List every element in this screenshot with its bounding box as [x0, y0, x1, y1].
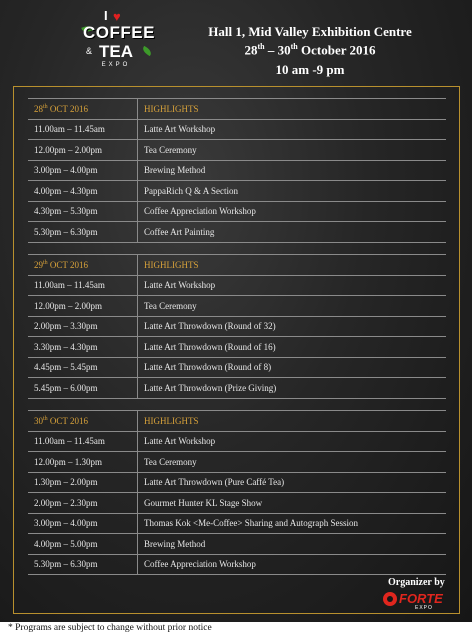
logo-coffee: COFFEE [83, 23, 155, 42]
row-time: 4.00pm – 4.30pm [28, 181, 138, 202]
day-date: 30th OCT 2016 [28, 411, 138, 432]
forte-expo-logo [383, 590, 443, 612]
highlights-label: HIGHLIGHTS [138, 255, 447, 276]
row-time: 4.45pm – 5.45pm [28, 357, 138, 378]
row-time: 5.30pm – 6.30pm [28, 554, 138, 575]
date-line [165, 42, 455, 58]
row-time: 4.00pm – 5.00pm [28, 534, 138, 555]
date-end-sup: th [290, 42, 298, 51]
logo-amp: & [86, 46, 93, 56]
schedule-row [28, 378, 446, 399]
forte-sub: EXPO [415, 605, 433, 611]
date-sep: – [264, 42, 278, 58]
date-end: 30 [277, 42, 291, 58]
schedule-row [28, 493, 446, 514]
row-event: Gourmet Hunter KL Stage Show [138, 493, 447, 514]
row-event: Tea Ceremony [138, 296, 447, 317]
row-event: Tea Ceremony [138, 140, 447, 161]
schedule-row [28, 452, 446, 473]
row-time: 2.00pm – 2.30pm [28, 493, 138, 514]
schedule-row [28, 201, 446, 222]
schedule-row [28, 296, 446, 317]
highlights-label: HIGHLIGHTS [138, 411, 447, 432]
date-start: 28 [244, 42, 258, 58]
row-time: 1.30pm – 2.00pm [28, 472, 138, 493]
heart-icon: ♥ [113, 9, 121, 24]
day-header-row [28, 255, 446, 276]
schedule-row [28, 554, 446, 575]
schedule-row [28, 275, 446, 296]
row-time: 3.00pm – 4.00pm [28, 513, 138, 534]
coffee-tea-expo-logo [80, 8, 155, 82]
schedule-row [28, 160, 446, 181]
schedule-row [28, 513, 446, 534]
row-time: 12.00pm – 2.00pm [28, 296, 138, 317]
row-event: Coffee Appreciation Workshop [138, 554, 447, 575]
logo-i: I [104, 8, 108, 23]
highlights-label: HIGHLIGHTS [138, 99, 447, 120]
schedule-day-3 [28, 410, 446, 575]
date-tail: October 2016 [297, 42, 376, 58]
day-header-row [28, 411, 446, 432]
logo-tea: TEA [99, 42, 133, 61]
row-event: Coffee Appreciation Workshop [138, 201, 447, 222]
row-time: 5.30pm – 6.30pm [28, 222, 138, 243]
schedule-day-2 [28, 254, 446, 399]
row-time: 12.00pm – 1.30pm [28, 452, 138, 473]
row-event: PappaRich Q & A Section [138, 181, 447, 202]
day-header-row [28, 99, 446, 120]
schedule-row [28, 472, 446, 493]
schedule-row [28, 181, 446, 202]
row-time: 3.00pm – 4.00pm [28, 160, 138, 181]
row-time: 11.00am – 11.45am [28, 119, 138, 140]
row-event: Latte Art Workshop [138, 275, 447, 296]
schedule-day-1 [28, 98, 446, 243]
organizer-label: Organizer by [388, 577, 445, 588]
row-time: 11.00am – 11.45am [28, 275, 138, 296]
row-time: 4.30pm – 5.30pm [28, 201, 138, 222]
schedule-row [28, 119, 446, 140]
logo-expo: EXPO [101, 62, 131, 68]
venue-line: Hall 1, Mid Valley Exhibition Centre [208, 24, 412, 39]
schedule-row [28, 357, 446, 378]
schedule-row [28, 534, 446, 555]
row-event: Latte Art Throwdown (Pure Caffé Tea) [138, 472, 447, 493]
row-event: Brewing Method [138, 160, 447, 181]
forte-brand: FORTE [399, 591, 443, 606]
schedule-row [28, 222, 446, 243]
gear-hole [387, 596, 393, 602]
schedule-row [28, 337, 446, 358]
hours-line: 10 am -9 pm [275, 62, 345, 77]
schedule-row [28, 316, 446, 337]
row-event: Latte Art Workshop [138, 431, 447, 452]
row-time: 5.45pm – 6.00pm [28, 378, 138, 399]
row-time: 11.00am – 11.45am [28, 431, 138, 452]
row-time: 3.30pm – 4.30pm [28, 337, 138, 358]
row-time: 2.00pm – 3.30pm [28, 316, 138, 337]
day-date: 28th OCT 2016 [28, 99, 138, 120]
day-date: 29th OCT 2016 [28, 255, 138, 276]
schedule-row [28, 431, 446, 452]
row-event: Latte Art Throwdown (Round of 32) [138, 316, 447, 337]
row-event: Latte Art Throwdown (Round of 16) [138, 337, 447, 358]
row-event: Latte Art Workshop [138, 119, 447, 140]
row-event: Latte Art Throwdown (Prize Giving) [138, 378, 447, 399]
row-time: 12.00pm – 2.00pm [28, 140, 138, 161]
row-event: Brewing Method [138, 534, 447, 555]
schedule-row [28, 140, 446, 161]
row-event: Coffee Art Painting [138, 222, 447, 243]
row-event: Latte Art Throwdown (Round of 8) [138, 357, 447, 378]
row-event: Tea Ceremony [138, 452, 447, 473]
footer-note: * Programs are subject to change without prior notice [8, 623, 212, 633]
row-event: Thomas Kok <Me-Coffee> Sharing and Autograph Session [138, 513, 447, 534]
date-start-sup: th [257, 42, 265, 51]
